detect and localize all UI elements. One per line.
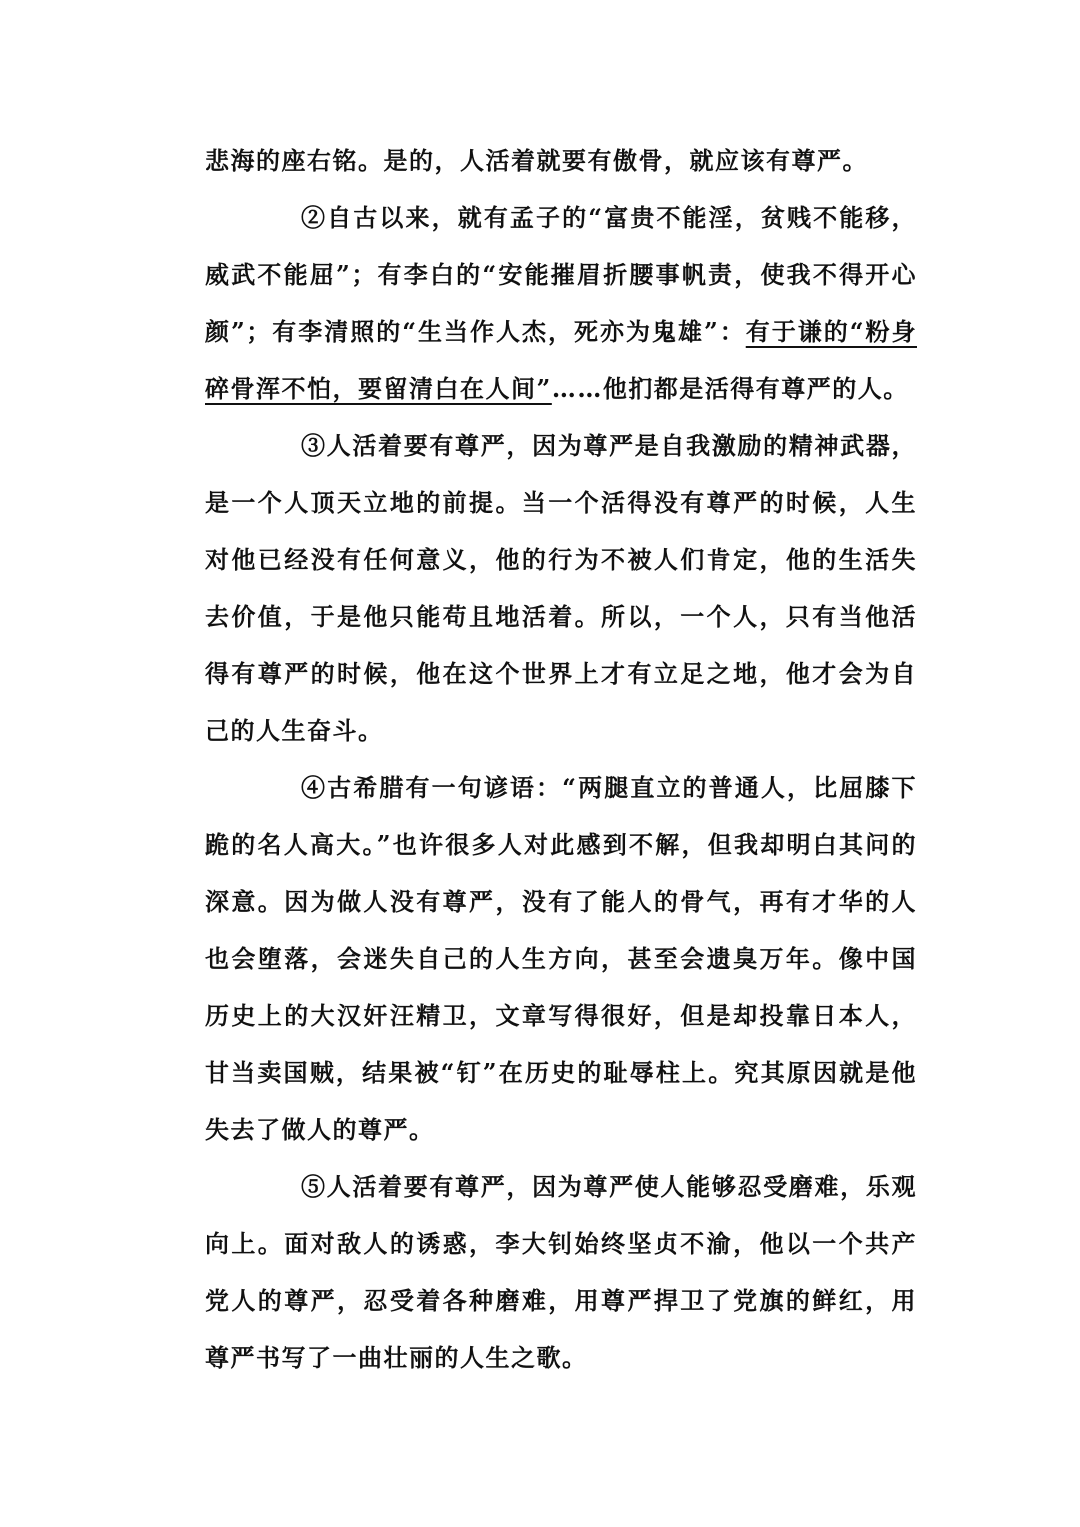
paragraph-1-continuation: 悲海的座右铭。是的，人活着就要有傲骨，就应该有尊严。 bbox=[205, 146, 868, 175]
paragraph-5: ⑤人活着要有尊严，因为尊严使人能够忍受磨难，乐观向上。面对敌人的诱惑，李大钊始终坚贞不渝，他以一个共产党人的尊严，忍受着各种磨难，用尊严捍卫了党旗的鲜红，用尊严书写了一曲壮丽的人生之歌。 bbox=[205, 1172, 917, 1372]
paragraph-2-ending: ……他扪都是活得有尊严的人。 bbox=[551, 374, 909, 403]
paragraph-3: ③人活着要有尊严，因为尊严是自我激励的精神武器，是一个人顶天立地的前提。当一个活得没有尊严的时候，人生对他已经没有任何意义，他的行为不被人们肯定，他的生活失去价值，于是他只能苟且地活着。所以，一个人，只有当他活得有尊严的时候，他在这个世界上才有立足之地，他才会为自己的人生奋斗。 bbox=[205, 431, 917, 745]
document-page bbox=[205, 132, 917, 1386]
paragraph-2-text: ②自古以来，就有孟子的“富贵不能淫，贫贱不能移，威武不能屈”；有李白的“安能摧眉折腰事帆责，使我不得开心颜”；有李清照的“生当作人杰，死亦为鬼雄”： bbox=[205, 203, 917, 346]
underlined-quote: 有于谦的“粉身碎骨浑不怕，要留清白在人间” bbox=[205, 317, 917, 403]
paragraph-4: ④古希腊有一句谚语：“两腿直立的普通人，比屈膝下跪的名人高大。”也许很多人对此感到不解，但我却明白其问的深意。因为做人没有尊严，没有了能人的骨气，再有才华的人也会堕落，会迷失自己的人生方向，甚至会遗臭万年。像中国历史上的大汉奸汪精卫，文章写得很好，但是却投靠日本人，甘当卖国贼，结果被“钉”在历史的耻辱柱上。究其原因就是他失去了做人的尊严。 bbox=[205, 773, 917, 1144]
paragraph-2 bbox=[205, 189, 917, 417]
